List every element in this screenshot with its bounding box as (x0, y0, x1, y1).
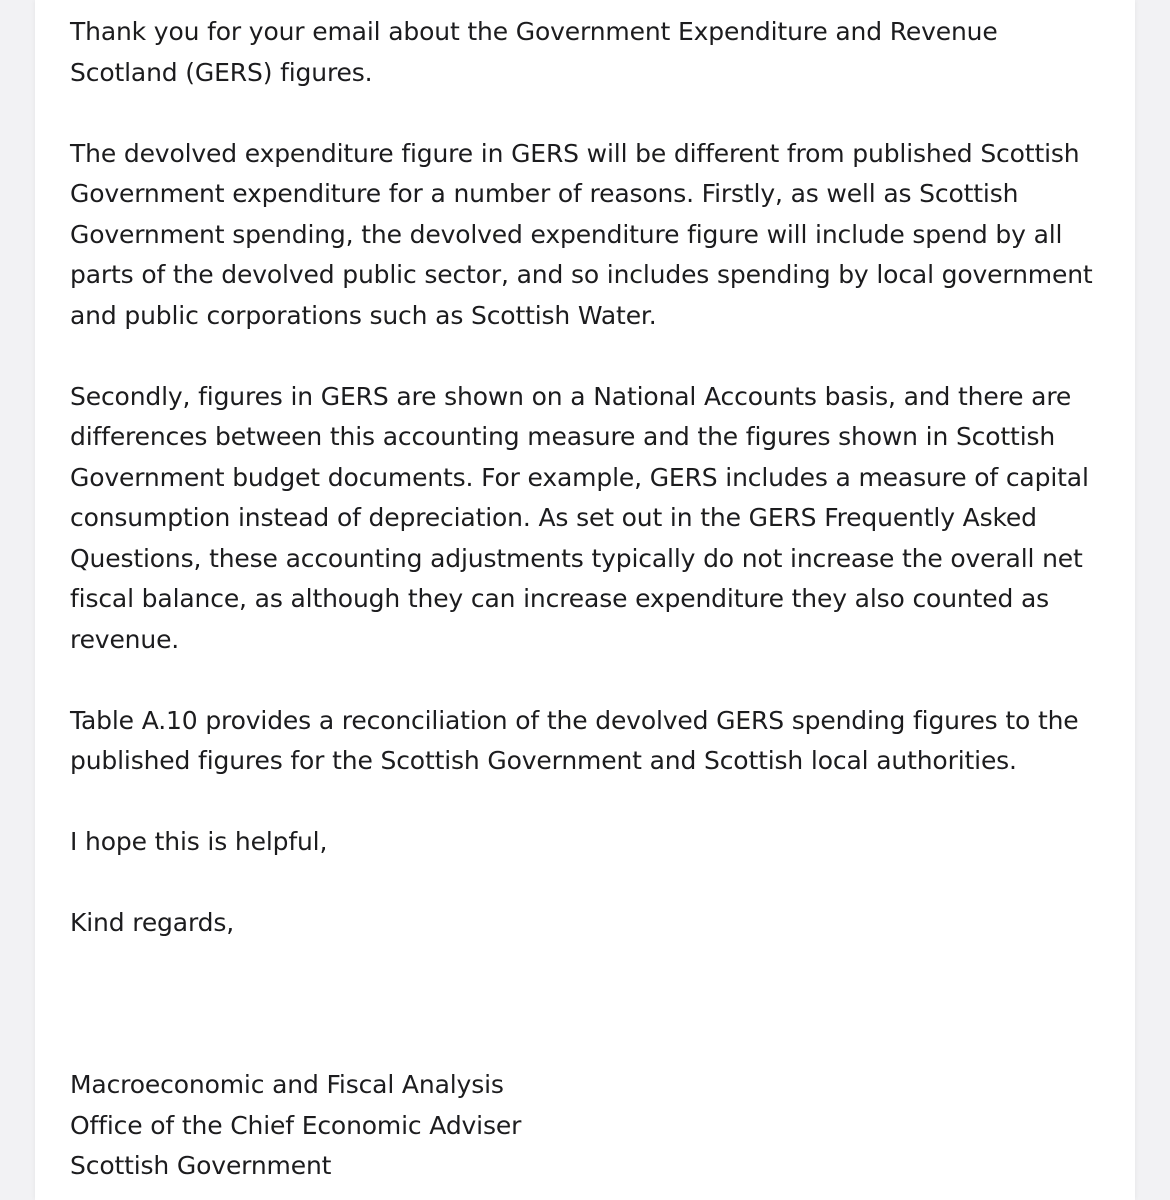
paragraph-devolved-expenditure: The devolved expenditure figure in GERS will be different from published Scottish Government expenditure for a number of reasons. Firstly, as well as Scottish Government spending, the devolved expenditure figure will include spend by all parts of the devolved public sector, and so includes spending by local government and public corporations such as Scottish Water. (70, 138, 1093, 330)
signature-office: Office of the Chief Economic Adviser (70, 1110, 522, 1140)
signature-block (70, 1065, 1110, 1187)
signature-organisation: Scottish Government (70, 1151, 332, 1180)
paragraph-closing: I hope this is helpful, (70, 827, 328, 856)
paragraph-national-accounts: Secondly, figures in GERS are shown on a National Accounts basis, and there are differences between this accounting measure and the figures shown in Scottish Government budget documents. For example, GERS includes a measure of capital consumption instead of depreciation. As set out in the GERS Frequently Asked Questions, these accounting adjustments typically do not increase the overall net fiscal balance, as although they can increase expenditure they also counted as revenue. (70, 381, 1089, 654)
sign-off: Kind regards, (70, 908, 235, 937)
redacted-sender-name (70, 984, 1110, 1025)
email-body (70, 12, 1110, 1187)
signature-department: Macroeconomic and Fiscal Analysis (70, 1070, 504, 1099)
paragraph-table-reference: Table A.10 provides a reconciliation of the devolved GERS spending figures to the published figures for the Scottish Government and Scottish local authorities. (70, 705, 1079, 775)
paragraph-intro: Thank you for your email about the Government Expenditure and Revenue Scotland (GERS) figures. (70, 17, 998, 87)
